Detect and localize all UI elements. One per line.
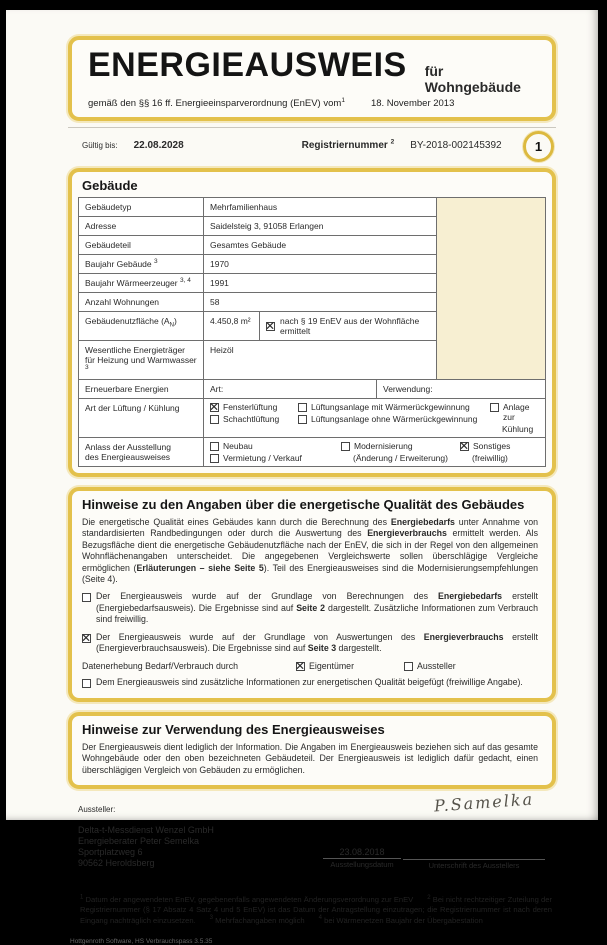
row-value: 58 [203,293,436,311]
valid-until-date: 22.08.2028 [133,139,184,151]
checkbox-modernisierung [341,442,350,451]
issuer-address-block [78,825,214,869]
checkbox-eigentuemer [296,662,305,671]
footnote-marker: 4 [318,915,322,922]
table-row-adresse [79,217,437,236]
item-text: Der Energieausweis wurde auf der Grundlage von Berechnungen des Energiebedarfs erstellt (Energiebedarfsausweis). Die Ergebnisse sind auf Seite 2 dargestellt. Zusätzliche Informationen zum Verbrauch sind freiwillig. [96,591,538,625]
issuer-line: Energieberater Peter Semelka [78,836,200,847]
lueftung-options [203,399,545,437]
item-zusatzinformationen [82,677,538,688]
checkbox-fensterlueftung [210,403,219,412]
section-gebaeude [68,168,556,477]
issue-date-block [323,847,401,869]
valid-until-label: Gültig bis: [82,140,118,150]
registration-number-value: BY-2018-002145392 [410,139,502,151]
datenerhebung-row [82,661,538,671]
signature-line-block [403,847,545,870]
option-lueftung-mit-wrg: Lüftungsanlage mit Wärmerückgewinnung [298,402,480,412]
checkbox-energiebedarfsausweis [82,593,91,602]
section-hinweise-qualitaet [68,487,556,702]
law-date: 18. November 2013 [370,98,455,109]
table-row-anzahl-wohnungen [79,293,437,312]
footnote-marker: 3 [209,915,214,922]
row-label: Gebäudetyp [85,202,132,212]
issuer-line: Sportplatzweg 6 [78,847,143,858]
anlass-options [203,438,545,466]
issuer-line: Delta-t-Messdienst Wenzel GmbH [78,825,214,836]
table-row-erneuerbare-energien [79,379,545,399]
table-row-anlass [79,438,545,466]
signature-line-label: Unterschrift des Ausstellers [428,861,520,871]
row-value: Gesamtes Gebäude [203,236,436,254]
building-data-table-top [79,198,545,379]
verwendung-paragraph: Der Energieausweis dient lediglich der Information. Die Angaben im Energieausweis beziehen sich auf das gesamte Wohngebäude oder den oben bezeichneten Gebäudeteil. Der Energieausweis ist lediglich dafür gedacht, einen überschlägigen Vergleich von Gebäuden zu ermöglichen. [82,741,538,775]
signature-handwriting: P.Samelka [433,789,535,816]
row-label: Baujahr Wärmeerzeuger $^{3, 4}$ [85,277,191,288]
checkbox-schachtlueftung [210,415,219,424]
row-label: Gebäudenutzfläche $(A_N)$ [85,316,177,329]
table-row-baujahr-waermeerzeuger [79,274,437,293]
anlass-column-3 [460,441,539,463]
lueftung-column-3 [490,402,539,434]
header-title-row [88,47,538,95]
checkbox-anlage-kuehlung [490,403,499,412]
document-title: ENERGIEAUSWEIS [88,46,407,84]
section-title-hinweise-verwendung: Hinweise zur Verwendung des Energieausweises [82,721,385,737]
option-label-line2: Kühlung [502,424,534,434]
row-value: Saidelsteig 3, 91058 Erlangen [203,217,436,235]
document-title-suffix: für Wohngebäude [424,63,521,95]
intro-paragraph: Die energetische Qualität eines Gebäudes kann durch die Berechnung des Energiebedarfs unter Annahme von standardisierten Randbedingungen oder durch die Auswertung des Energieverbrauchs ermittelt werden. Als Bezugsfläche dient die energetische Gebäudenutzfläche nach der EnEV, die sich in der Regel von den allgemeinen Wohnflächenangaben unterscheidet. Die angegebenen Vergleichswerte sollen überschlägige Vergleiche ermöglichen (Erläuterungen – siehe Seite 5). Teil des Energieausweises sind die Modernisierungsempfehlungen (Seite 4). [82,517,539,585]
issuer-line: 90562 Heroldsberg [78,858,155,869]
erneuerbare-verwendung-field: Verwendung: [376,380,545,398]
row-label: Adresse [85,221,117,231]
scanned-document-page [6,10,598,945]
row-value: Mehrfamilienhaus [203,198,436,216]
checkbox-lueftung-ohne-wrg [298,415,307,424]
aussteller-label: Aussteller: [78,805,116,815]
option-aussteller: Aussteller [404,661,456,671]
footnote-marker-3: 3 [154,258,158,266]
lueftung-column-1 [210,402,298,434]
footnote-text: bei Wärmenetzen Baujahr der Übergabestation [324,915,483,925]
checkbox-energieverbrauchsausweis [82,634,91,643]
table-row-energietraeger [79,341,437,379]
row-label: Art der Lüftung / Kühlung [85,403,180,413]
nutzflaeche-option [259,312,436,340]
checkbox-zusatzinformationen [82,679,91,688]
checkbox-label: nach § 19 EnEV aus der Wohnfläche ermittelt [280,316,420,336]
option-modernisierung: Modernisierung [341,441,460,451]
item-energieverbrauch [82,632,538,655]
issuer-footer [68,789,556,887]
footnote-marker-3-4: 3, 4 [179,277,191,285]
checkbox-nach-19-enev [266,322,275,331]
checkbox-lueftung-mit-wrg [298,403,307,412]
option-eigentuemer: ✕ Eigentümer [296,661,354,671]
section-hinweise-verwendung [68,712,556,789]
anlass-column-1 [210,441,341,463]
checkbox-vermietung-verkauf [210,454,219,463]
option-lueftung-ohne-wrg: Lüftungsanlage ohne Wärmerückgewinnung [298,414,480,424]
law-reference-line [88,98,538,109]
empty-cream-panel [437,198,545,379]
checkbox-sonstiges [460,442,469,451]
row-value: Heizöl [203,341,436,379]
issue-date-label: Ausstellungsdatum [330,860,394,870]
section-title-gebaeude: Gebäude [82,178,138,193]
registration-number-label: Registriernummer $^2$ [301,138,395,151]
lueftung-column-2 [298,402,480,434]
option-neubau: Neubau [210,441,341,451]
building-data-table [78,197,546,467]
checkbox-neubau [210,442,219,451]
validity-strip [68,127,556,162]
option-fensterlueftung: ✕ Fensterlüftung [210,402,298,412]
row-label: Anzahl Wohnungen [85,297,160,307]
footnote-text: Datum der angewendeten EnEV, gegebenenfalls angewendeten Änderungsverordnung zur EnEV [85,895,414,905]
footnote-marker: 2 [427,894,431,901]
signature-line [403,847,545,860]
row-label: Wesentliche Energieträger für Heizung und Warmwasser $^3$ [85,345,197,372]
item-text: Dem Energieausweis sind zusätzliche Informationen zur energetischen Qualität beigefügt (freiwillige Angabe). [96,677,523,688]
row-label: Baujahr Gebäude $^3$ [85,258,158,269]
table-row-baujahr-gebaeude [79,255,437,274]
row-value: 1991 [203,274,436,292]
table-row-gebaeudeteil [79,236,437,255]
footnote-marker-2: 2 [390,138,395,146]
checkbox-aussteller [404,662,413,671]
row-value: 4.450,8 m² [203,312,259,340]
item-text: Der Energieausweis wurde auf der Grundlage von Auswertungen des Energieverbrauchs erstellt (Energieverbrauchsausweis). Die Ergebnisse sind auf Seite 3 dargestellt. [96,631,538,654]
option-label-line2: (freiwillig) [472,453,508,463]
option-vermietung-verkauf: Vermietung / Verkauf [210,453,341,463]
row-label: Anlass der Ausstellung des Energieausweises [85,442,171,462]
footnote-marker-3: 3 [85,364,89,372]
issue-date-value: 23.08.2018 [323,847,401,859]
row-label: Erneuerbare Energien [85,384,169,394]
option-schachtlueftung: Schachtlüftung [210,414,298,424]
option-sonstiges: ✕ Sonstiges [460,441,539,451]
row-value: 1970 [203,255,436,273]
footnote-marker: 1 [80,894,84,901]
option-anlage-zur-kuehlung: Anlage zur [490,402,539,422]
table-row-gebaeudetyp [79,198,437,217]
page-number-badge: 1 [523,131,554,162]
datenerhebung-label: Datenerhebung Bedarf/Verbrauch durch [82,661,239,672]
section-title-hinweise-qualitaet: Hinweise zu den Angaben über die energetische Qualität des Gebäudes [82,497,525,512]
footnote-text: Mehrfachangaben möglich [215,915,305,925]
item-energiebedarf [82,591,538,625]
erneuerbare-art-field: Art: [203,380,376,398]
law-reference-text: gemäß den §§ 16 ff. Energieeinsparverordnung (EnEV) vom [88,98,342,109]
footnotes [68,895,556,926]
footnote-marker-1: 1 [341,96,345,104]
row-label: Gebäudeteil [85,240,131,250]
table-row-nutzflaeche [79,312,437,341]
anlass-column-2 [341,441,460,463]
footnote-text: Bei nicht rechtzeitiger Zuteilung der Registriernummer (§ 17 Absatz 4 Satz 4 und 5 EnEV) ist das Datum der Antragstellung einzutragen; die Registriernummer ist nach deren Eingang nachträglich einzusetzen. [80,895,552,925]
option-label-line2: (Änderung / Erweiterung) [353,453,448,463]
header-box [68,36,556,121]
table-row-lueftung [79,399,545,438]
software-credit: Hottgenroth Software, HS Verbrauchspass 3.5.35 [70,937,213,945]
